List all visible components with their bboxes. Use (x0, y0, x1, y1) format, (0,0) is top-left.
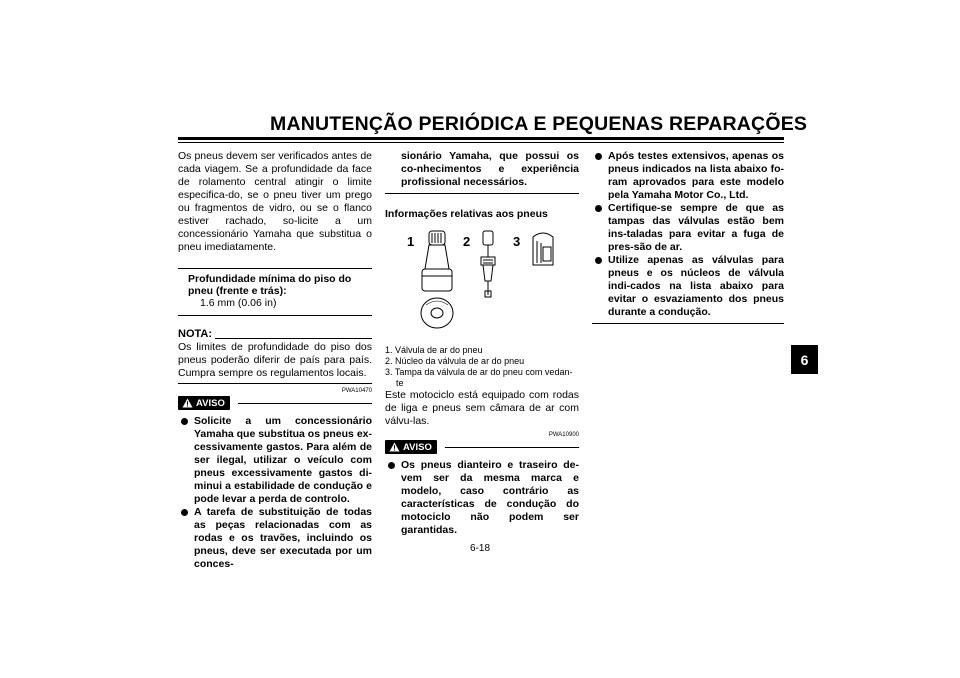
list-item: Os pneus dianteiro e traseiro de-vem ser da mesma marca e modelo, caso contrário as características de condução do motociclo não podem ser garantidas. (385, 459, 579, 537)
warning-list (385, 459, 579, 537)
section-heading: Informações relativas aos pneus (385, 208, 548, 220)
warning-triangle-icon (389, 442, 400, 452)
tire-valve-illustration (385, 227, 579, 337)
note-text: Os limites de profundidade do piso dos pneus poderão diferir de país para país. Cumpra sempre os regulamentos locais. (178, 341, 372, 379)
valve-figure (385, 227, 579, 337)
warning-label: AVISO (196, 397, 225, 409)
warning-triangle-icon (182, 398, 193, 408)
caption-item: 2. Núcleo da válvula de ar do pneu (385, 356, 525, 366)
warning-code: PWA10900 (548, 432, 579, 438)
caption-item: 1. Válvula de ar do pneu (385, 345, 483, 355)
note-header (178, 328, 372, 341)
warning-list (178, 415, 372, 571)
spec-title: Profundidade mínima do piso do pneu (frente e trás): (188, 273, 352, 297)
header-rule (178, 137, 784, 140)
spec-value: 1.6 mm (0.06 in) (200, 297, 277, 309)
list-item: Solicite a um concessionário Yamaha que substitua os pneus ex-cessivamente gastos. Para além de ser ilegal, utilizar o veículo com pneus excessivamente gastos di-minui a estabilidade de condução e pode levar a perda de controlo. (178, 415, 372, 506)
body-paragraph: Este motociclo está equipado com rodas de liga e pneus sem câmara de ar com válvu-las. (385, 389, 579, 427)
warning-badge (385, 440, 437, 454)
warning-code: PWA10470 (341, 388, 372, 394)
section-end-rule (385, 193, 579, 194)
column-3 (592, 150, 784, 324)
warning-label: AVISO (403, 441, 432, 453)
note-end-rule (178, 383, 372, 384)
chapter-tab: 6 (791, 345, 818, 374)
intro-paragraph: Os pneus devem ser verificados antes de cada viagem. Se a profundidade da face de rolamento central atingir o limite especifica-do, se o pneu tiver um prego ou fragmentos de vidro, ou se o flanco estiver rachado, so-licite a um concessionário Yamaha que substitua o pneu imediatamente. (178, 150, 372, 253)
figure-captions (385, 345, 579, 389)
list-item: Utilize apenas as válvulas para pneus e os núcleos de válvula indi-cados na lista abaixo para evitar o esvaziamento dos pneus durante a condução. (592, 254, 784, 319)
note-label: NOTA: (178, 328, 213, 340)
warning-header (385, 440, 579, 454)
header-rule-thin (178, 142, 784, 143)
page-number: 6-18 (470, 543, 491, 554)
page-title: MANUTENÇÃO PERIÓDICA E PEQUENAS REPARAÇÕES (270, 113, 808, 135)
warning-rule (445, 447, 579, 448)
list-item: Após testes extensivos, apenas os pneus indicados na lista abaixo fo-ram aprovados para este modelo pela Yamaha Motor Co., Ltd. (592, 150, 784, 202)
list-item: Certifique-se sempre de que as tampas das válvulas estão bem ins-taladas para evitar a fuga de pres-são de ar. (592, 202, 784, 254)
spec-box (178, 268, 372, 316)
warning-header (178, 396, 372, 410)
note-rule (215, 338, 372, 339)
warning-list (592, 150, 784, 319)
section-end-rule (592, 323, 784, 324)
figure-label-1: 1 (407, 234, 415, 249)
warning-rule (238, 403, 372, 404)
figure-label-2: 2 (463, 234, 471, 249)
figure-label-3: 3 (513, 234, 521, 249)
list-item: A tarefa de substituição de todas as peças relacionadas com as rodas e os travões, incluindo os pneus, deve ser executada por um conces- (178, 506, 372, 571)
caption-item: 3. Tampa da válvula de ar do pneu com vedan-te (385, 367, 573, 388)
continuation-text: sionário Yamaha, que possui os co-nhecimentos e experiência profissional necessários. (401, 150, 579, 188)
warning-badge (178, 396, 230, 410)
column-1 (178, 150, 372, 571)
column-2 (385, 150, 579, 537)
